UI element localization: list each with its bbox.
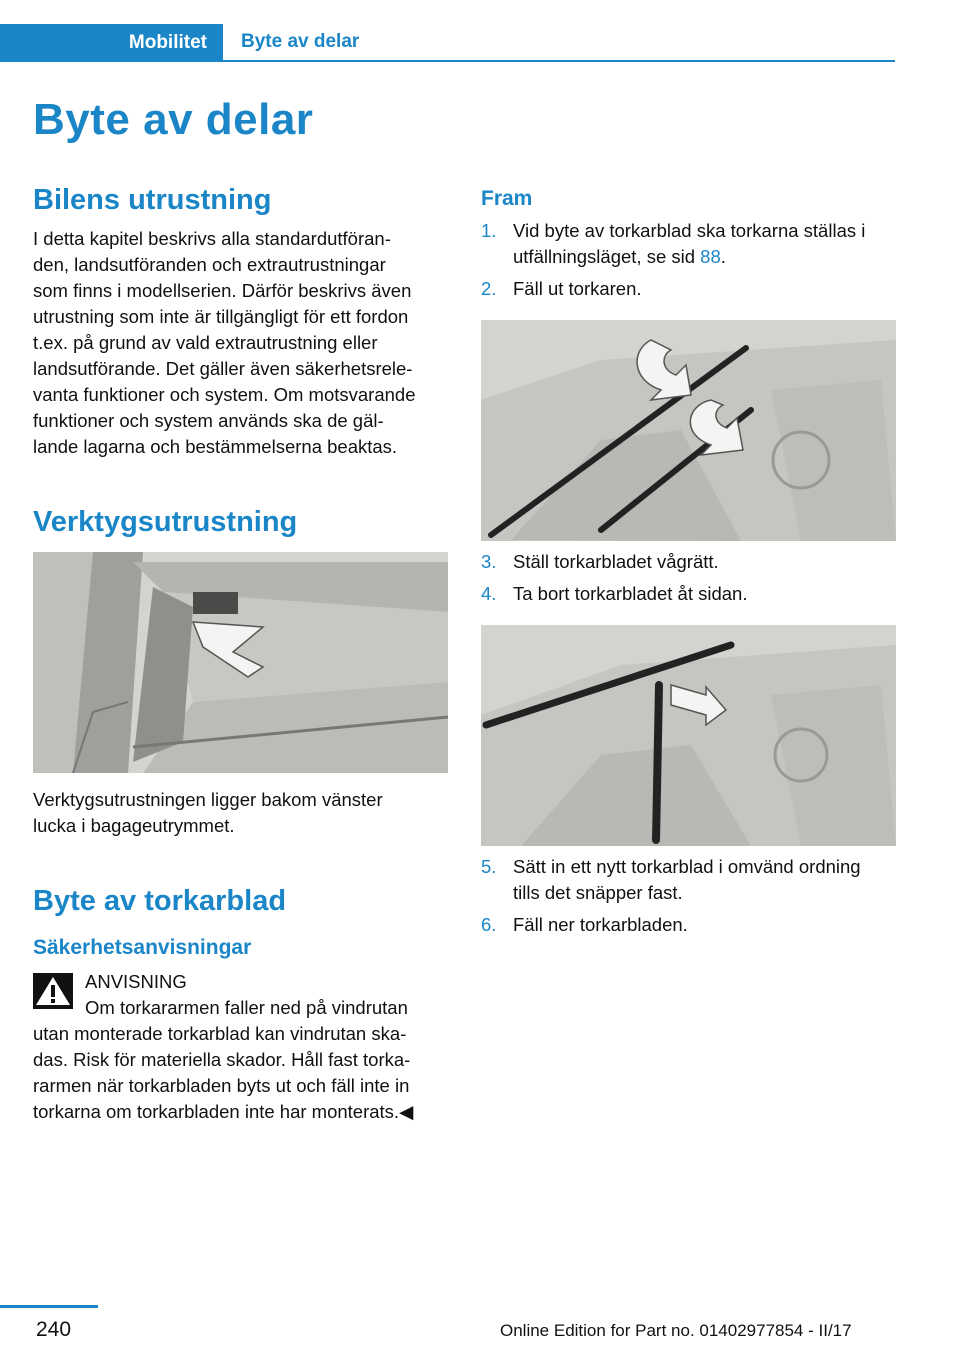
- trunk-illustration: [33, 552, 448, 773]
- wiper-removal-illustration: [481, 625, 896, 846]
- step-number: 2.: [481, 278, 497, 299]
- step-number: 4.: [481, 583, 497, 604]
- step-number: 6.: [481, 914, 497, 935]
- footer-divider: [0, 1305, 98, 1308]
- step-text: [513, 854, 896, 906]
- front-heading: Fram: [481, 187, 533, 210]
- tab-mobilitet[interactable]: Mobilitet: [0, 24, 223, 62]
- text-line: I detta kapitel beskrivs alla standardutföran-: [33, 228, 391, 249]
- list-item: [481, 549, 896, 575]
- step-text: Fäll ner torkarbladen.: [513, 914, 688, 935]
- text-line: tills det snäpper fast.: [513, 882, 683, 903]
- step-list-2: [481, 549, 896, 607]
- equipment-text: [33, 226, 448, 460]
- text-line: funktioner och system används ska de gäl-: [33, 410, 384, 431]
- text-line: utfällningsläget, se sid: [513, 246, 701, 267]
- safety-heading: Säkerhetsanvisningar: [33, 936, 252, 959]
- tools-heading: Verktygsutrustning: [33, 506, 298, 538]
- step-list-1: [481, 218, 896, 302]
- wiper-heading: Byte av torkarblad: [33, 885, 287, 917]
- step-text: Ta bort torkarbladet åt sidan.: [513, 583, 748, 604]
- step-number: 1.: [481, 220, 497, 241]
- page-link[interactable]: 88: [700, 246, 721, 267]
- step-text: [513, 218, 896, 270]
- wiper-fold-out-illustration: [481, 320, 896, 541]
- warning-text: [33, 995, 448, 1125]
- warning-box: [33, 969, 448, 1125]
- tools-caption: [33, 787, 448, 839]
- warning-triangle-icon: [33, 973, 73, 1009]
- left-column: [33, 180, 448, 1125]
- step-number: 5.: [481, 856, 497, 877]
- text-line: Om torkararmen faller ned på vindrutan: [85, 997, 408, 1018]
- list-item: [481, 218, 896, 270]
- text-line: torkarna om torkarbladen inte har monterats.◀: [33, 1101, 414, 1122]
- equipment-heading: Bilens utrustning: [33, 184, 272, 216]
- text-line: .: [720, 246, 726, 267]
- step-text: Fäll ut torkaren.: [513, 278, 642, 299]
- warning-label: ANVISNING: [85, 971, 187, 992]
- edition-note: Online Edition for Part no. 01402977854 - II/17: [500, 1321, 852, 1340]
- text-line: den, landsutföranden och extrautrustningar: [33, 254, 386, 275]
- step-text: Ställ torkarbladet vågrätt.: [513, 551, 719, 572]
- text-line: lucka i bagageutrymmet.: [33, 815, 235, 836]
- text-line: utrustning som inte är tillgängligt för ett fordon: [33, 306, 409, 327]
- text-line: Vid byte av torkarblad ska torkarna ställas i: [513, 220, 866, 241]
- list-item: [481, 581, 896, 607]
- header-bar: [0, 24, 895, 62]
- text-line: utan monterade torkarblad kan vindrutan ska-: [33, 1023, 407, 1044]
- text-line: rarmen när torkarbladen byts ut och fäll inte in: [33, 1075, 410, 1096]
- text-line: lande lagarna och bestämmelserna beaktas.: [33, 436, 398, 457]
- text-line: vanta funktioner och system. Om motsvarande: [33, 384, 416, 405]
- page-number: 240: [36, 1318, 72, 1341]
- list-item: [481, 276, 896, 302]
- text-line: t.ex. på grund av vald extrautrustning eller: [33, 332, 378, 353]
- text-line: landsutförande. Det gäller även säkerhetsrele-: [33, 358, 413, 379]
- right-column: [481, 180, 896, 938]
- text-line: Sätt in ett nytt torkarblad i omvänd ordning: [513, 856, 861, 877]
- list-item: [481, 854, 896, 906]
- page-title: Byte av delar: [33, 95, 314, 144]
- text-line: das. Risk för materiella skador. Håll fast torka-: [33, 1049, 411, 1070]
- tab-byte-av-delar[interactable]: Byte av delar: [241, 31, 360, 52]
- text-line: Verktygsutrustningen ligger bakom vänster: [33, 789, 383, 810]
- header-divider: [223, 60, 895, 62]
- step-number: 3.: [481, 551, 497, 572]
- list-item: [481, 912, 896, 938]
- text-line: som finns i modellserien. Därför beskrivs även: [33, 280, 412, 301]
- step-list-3: [481, 854, 896, 938]
